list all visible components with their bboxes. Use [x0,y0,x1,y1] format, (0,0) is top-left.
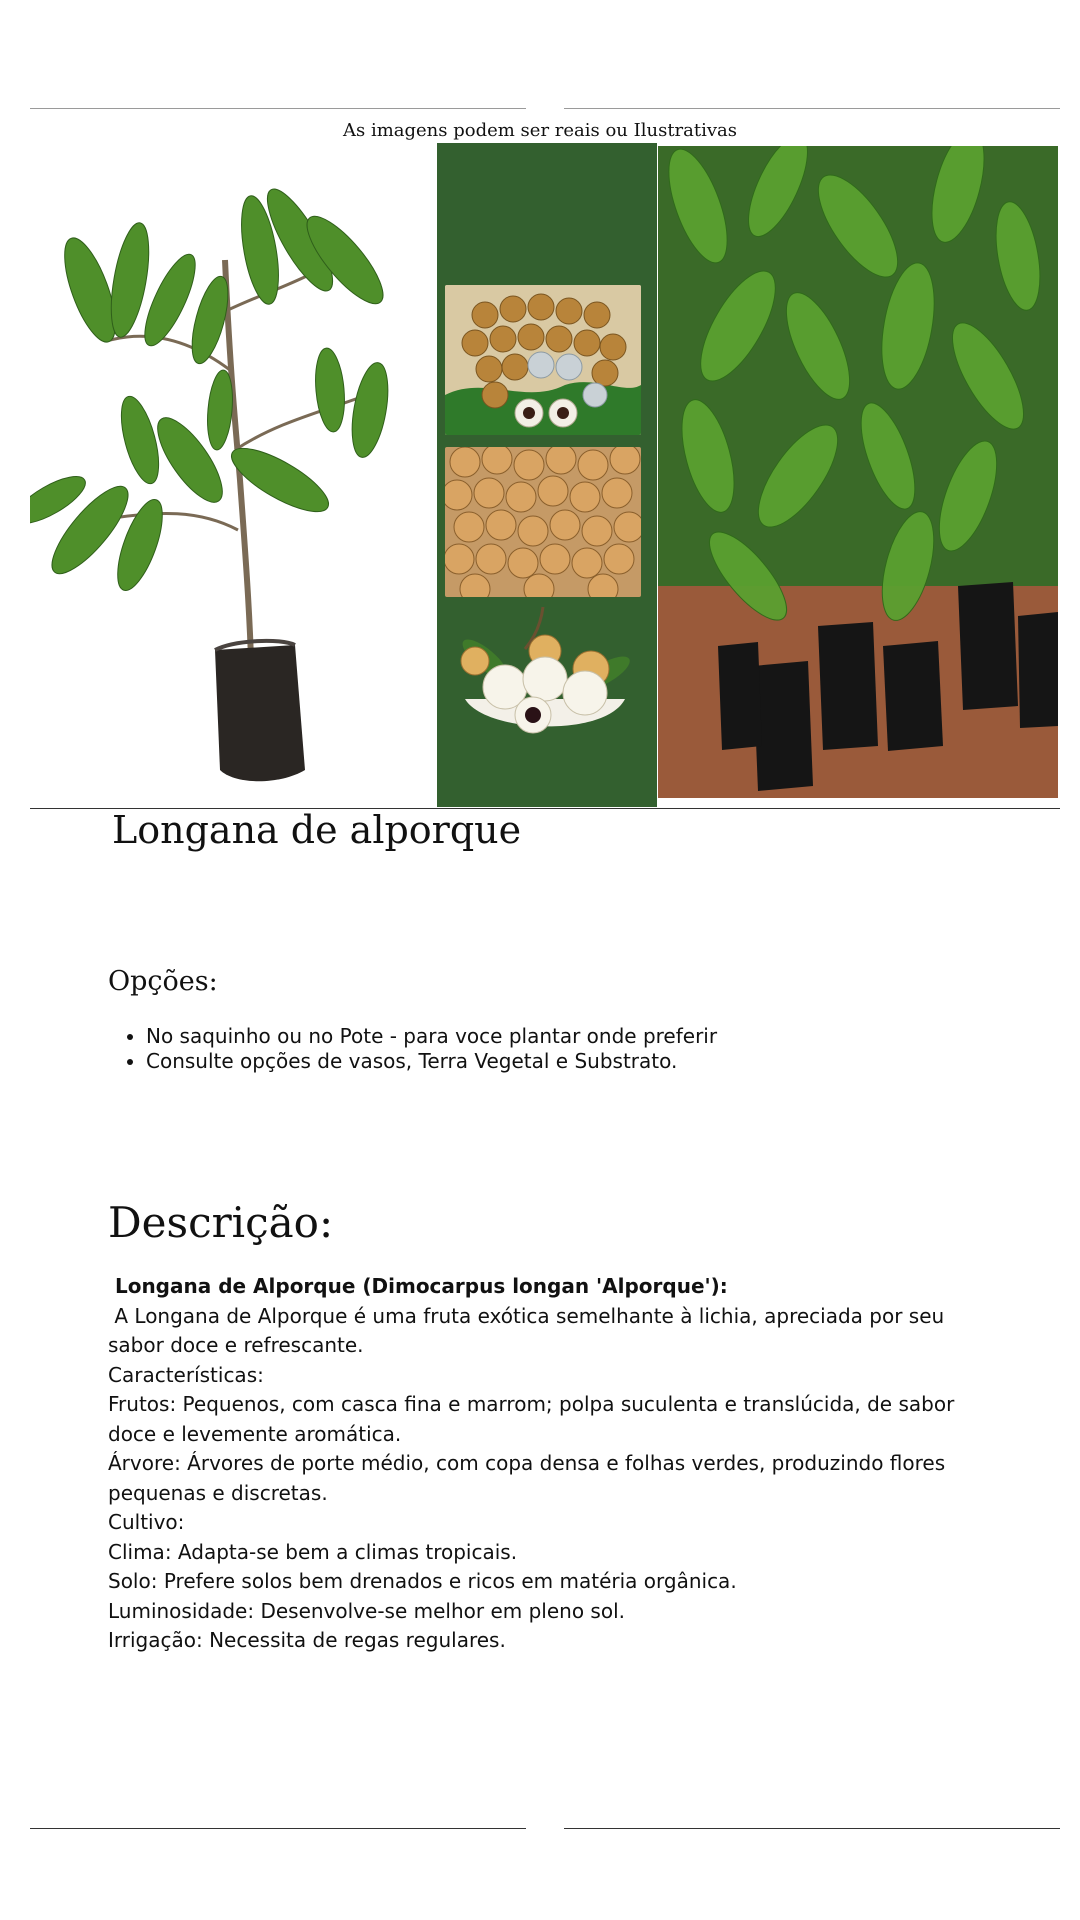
description-line: Frutos: Pequenos, com casca fina e marrom; polpa suculenta e translúcida, de sabor [108,1392,955,1416]
options-heading: Opções: [108,966,218,997]
description-line: Clima: Adapta-se bem a climas tropicais. [108,1539,518,1564]
description-subtitle: Longana de Alporque (Dimocarpus longan 'Alporque'): [108,1274,728,1298]
description-line: Cultivo: [108,1510,185,1534]
bottom-divider-right [564,1828,1060,1829]
description-line: doce e levemente aromática. [108,1421,402,1446]
potted-plant-image [30,150,430,800]
description-line: Irrigação: Necessita de regas regulares. [108,1628,506,1652]
nursery-seedlings-image [658,146,1058,798]
description-line: Solo: Prefere solos bem drenados e ricos em matéria orgânica. [108,1569,737,1593]
description-heading: Descrição: [108,1198,334,1247]
image-disclaimer: As imagens podem ser reais ou Ilustrativas [342,120,738,141]
top-divider-left [30,108,526,109]
top-divider-right [564,108,1060,109]
description-line: Características: [108,1362,264,1387]
description-line: A Longana de Alporque é uma fruta exótica semelhante à lichia, apreciada por seu [108,1303,945,1328]
description-body [108,1272,988,1656]
peeled-longan-image [445,603,641,753]
options-list [108,1024,717,1074]
fruit-collage-panel [437,143,657,807]
option-item: • No saquinho ou no Pote - para voce plantar onde preferir [146,1024,717,1049]
longan-cluster-image [445,447,641,597]
description-line: sabor doce e refrescante. [108,1333,364,1357]
product-title: Longana de alporque [112,808,522,852]
description-line: Luminosidade: Desenvolve-se melhor em pleno sol. [108,1598,625,1623]
description-line: pequenas e discretas. [108,1480,328,1505]
longan-fruits-on-leaves-image [445,285,641,435]
option-item: • Consulte opções de vasos, Terra Vegetal e Substrato. [146,1049,717,1074]
description-line: Árvore: Árvores de porte médio, com copa densa e folhas verdes, produzindo flores [108,1451,946,1475]
bottom-divider-left [30,1828,526,1829]
